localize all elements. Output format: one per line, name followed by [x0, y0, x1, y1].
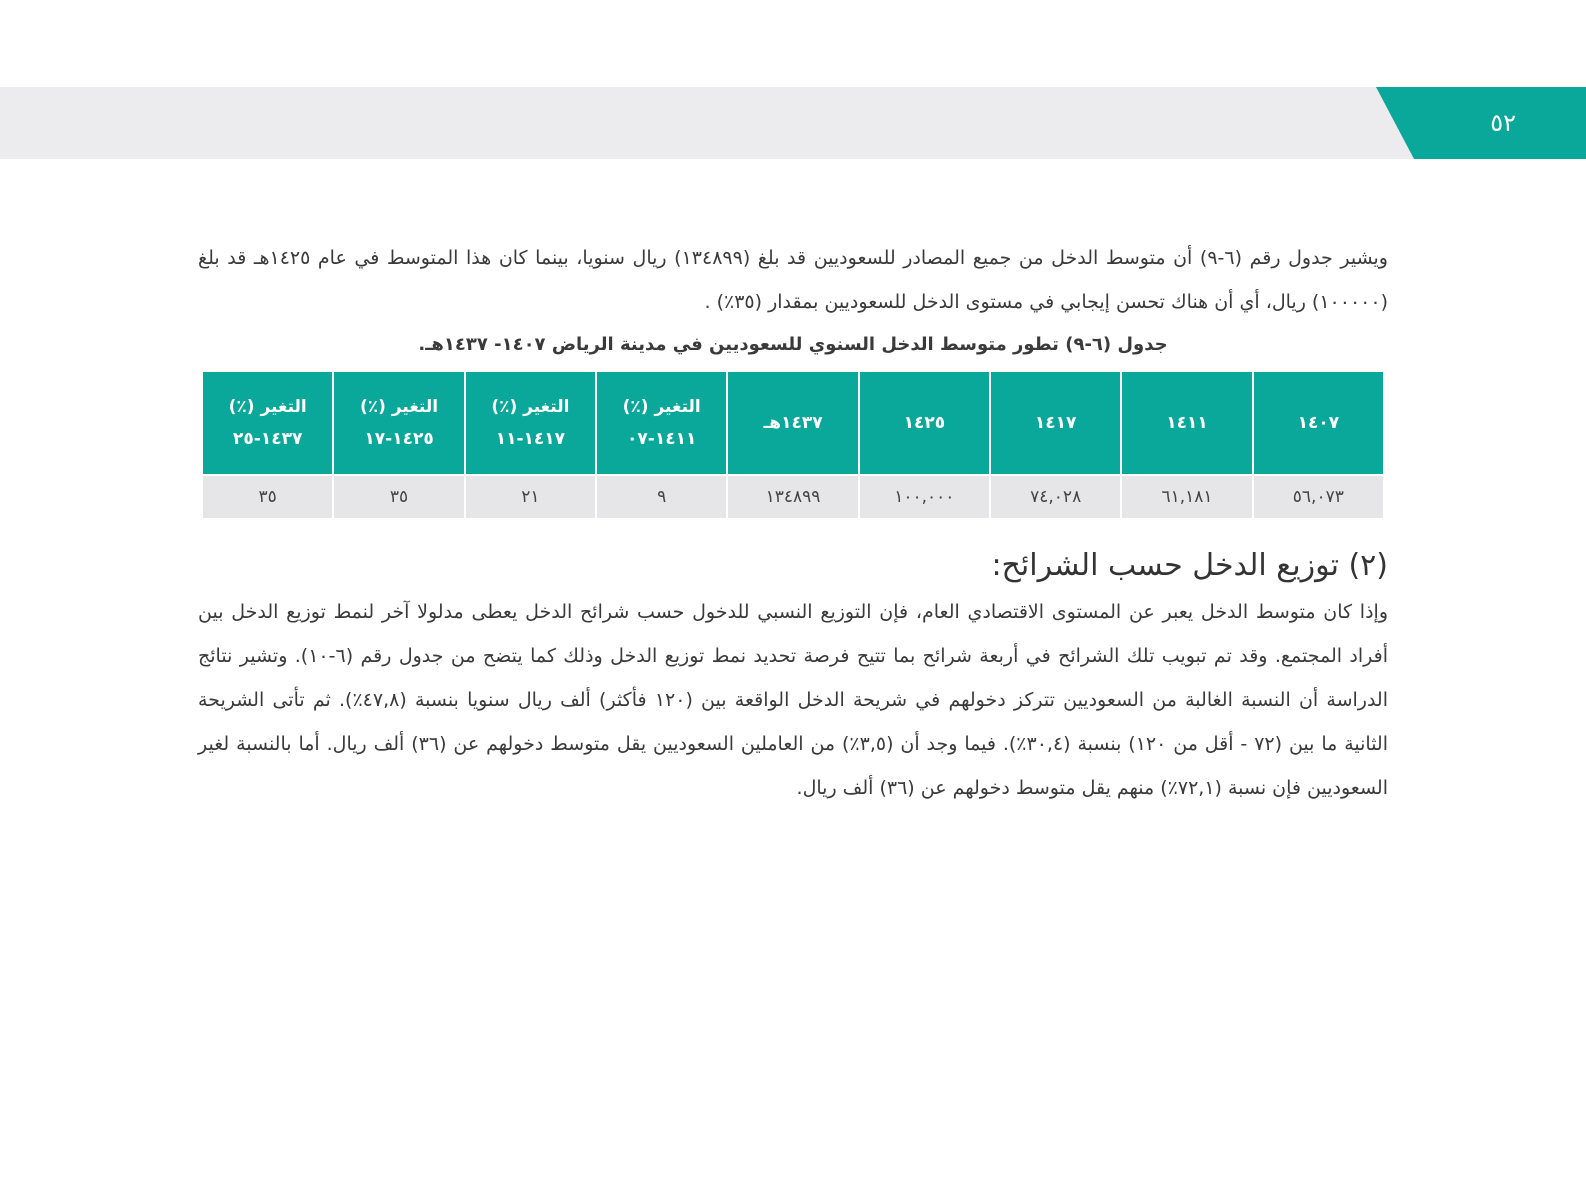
header-band	[0, 87, 1586, 159]
table-cell: ٩	[596, 475, 727, 519]
header-label: التغير (٪)	[491, 397, 570, 417]
table-cell: ١٠٠,٠٠٠	[859, 475, 990, 519]
table-cell: ٧٤,٠٢٨	[990, 475, 1121, 519]
table-caption: جدول (٦-٩) تطور متوسط الدخل السنوي للسعوديين في مدينة الرياض ١٤٠٧- ١٤٣٧هـ.	[418, 334, 1168, 355]
header-label: ١٤٠٧	[1297, 413, 1340, 433]
table-header-cell	[727, 371, 858, 475]
header-period: ١٤١١-٠٧	[627, 429, 697, 449]
table-header-cell	[1121, 371, 1252, 475]
header-label: ١٤٣٧هـ	[763, 413, 823, 433]
header-label: ١٤١٧	[1034, 413, 1077, 433]
intro-line: ١٤٢٥هـ قد بلغ (١٠٠٠٠٠) ريال، أي أن هناك تحسن إيجابي في مستوى الدخل للسعوديين بمقدار (٣٥٪) .	[198, 247, 1388, 313]
table-row	[202, 475, 1384, 519]
table-header-cell	[333, 371, 464, 475]
table-cell: ١٣٤٨٩٩	[727, 475, 858, 519]
page-content	[198, 236, 1388, 810]
section-paragraph	[198, 590, 1388, 810]
section-line: متوسط دخولهم عن (٣٦) ألف ريال. أما بالنسبة لغير السعوديين فإن نسبة (٧٢,١٪) منهم يقل متوسط دخولهم عن (٣٦) ألف ريال.	[198, 733, 1388, 799]
section-line: وإذا كان متوسط الدخل يعبر عن المستوى الاقتصادي العام، فإن التوزيع النسبي للدخول حسب شرائح الدخل يعطى مدلولا آخر لنمط توزيع	[286, 601, 1389, 623]
intro-paragraph	[198, 236, 1388, 324]
header-label: التغير (٪)	[359, 397, 439, 417]
table-cell: ٦١,١٨١	[1121, 475, 1252, 519]
header-period: ١٤٣٧-٢٥	[233, 429, 303, 449]
table-header-cell	[596, 371, 727, 475]
section-line: (٦-١٠). وتشير نتائج الدراسة أن النسبة الغالبة من السعوديين تتركز دخولهم في شريحة الدخل الواقعة بين (١٢٠ فأكثر) ألف ريال سنويا	[198, 645, 1388, 711]
header-period: ١٤١٧-١١	[495, 429, 566, 449]
intro-line: ويشير جدول رقم (٦-٩) أن متوسط الدخل من جميع المصادر للسعوديين قد بلغ (١٣٤٨٩٩) ريال سنويا، بينما كان هذا المتوسط في عام	[317, 247, 1388, 269]
table-header-cell	[465, 371, 596, 475]
section-line: بنسبة (٤٧,٨٪). ثم تأتى الشريحة الثانية ما بين (٧٢ - أقل من ١٢٠) بنسبة (٣٠,٤٪). فيما وجد أن (٣,٥٪) من العاملين السعوديين يقل	[198, 689, 1389, 755]
table-header-cell	[1253, 371, 1384, 475]
header-label: التغير (٪)	[228, 397, 307, 417]
table-header-cell	[990, 371, 1121, 475]
table-header-cell	[859, 371, 990, 475]
page-number: ٥٢	[1490, 109, 1516, 137]
table-header-cell	[202, 371, 333, 475]
header-label: ١٤١١	[1166, 413, 1208, 433]
income-table	[201, 370, 1385, 520]
table-header-row	[202, 371, 1384, 475]
header-period: ١٤٢٥-١٧	[364, 429, 434, 449]
header-label: التغير (٪)	[622, 397, 701, 417]
table-cell: ٣٥	[202, 475, 333, 519]
table-cell: ٢١	[465, 475, 596, 519]
section-heading: (٢) توزيع الدخل حسب الشرائح:	[991, 548, 1388, 583]
table-cell: ٥٦,٠٧٣	[1253, 475, 1384, 519]
table-cell: ٣٥	[333, 475, 464, 519]
section-line: الدخل بين أفراد المجتمع. وقد تم تبويب تلك الشرائح في أربعة شرائح بما تتيح فرصة تحديد نمط توزيع الدخل وذلك كما يتضح من جدول رقم	[198, 601, 1389, 667]
header-label: ١٤٢٥	[903, 413, 946, 433]
